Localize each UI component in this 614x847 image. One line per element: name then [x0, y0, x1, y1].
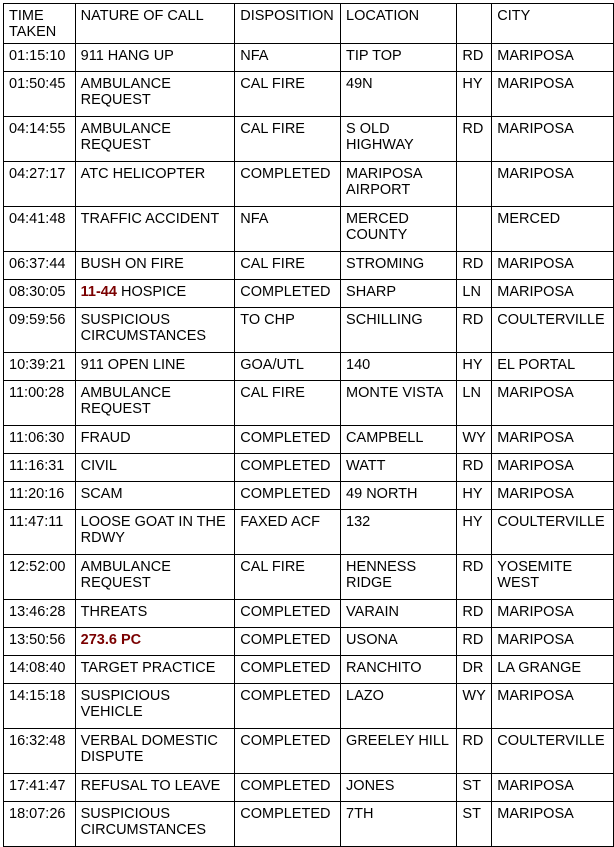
city-cell: MARIPOSA — [492, 117, 614, 162]
nature-text: AMBULANCE REQUEST — [80, 76, 171, 108]
nature-text: TARGET PRACTICE — [80, 660, 216, 676]
time-taken-cell: 11:06:30 — [4, 426, 76, 454]
call-log-table — [3, 3, 614, 847]
location-cell: 140 — [341, 353, 457, 381]
city-cell: MARIPOSA — [492, 72, 614, 117]
table-row — [4, 774, 614, 802]
time-taken-cell: 11:47:11 — [4, 510, 76, 555]
time-taken-cell: 12:52:00 — [4, 555, 76, 600]
city-cell: COULTERVILLE — [492, 510, 614, 555]
city-cell: MARIPOSA — [492, 426, 614, 454]
city-cell: MARIPOSA — [492, 381, 614, 426]
nature-of-call-cell — [75, 381, 235, 426]
location-cell: SCHILLING — [341, 308, 457, 353]
nature-text: AMBULANCE REQUEST — [80, 559, 171, 591]
disposition-cell: COMPLETED — [235, 656, 341, 684]
nature-of-call-cell — [75, 600, 235, 628]
call-log-page — [3, 3, 614, 847]
disposition-cell: CAL FIRE — [235, 555, 341, 600]
table-row — [4, 353, 614, 381]
disposition-cell: COMPLETED — [235, 482, 341, 510]
city-cell: MERCED — [492, 207, 614, 252]
location-cell: WATT — [341, 454, 457, 482]
street-suffix-cell: HY — [457, 353, 492, 381]
table-row — [4, 555, 614, 600]
time-taken-cell: 10:39:21 — [4, 353, 76, 381]
nature-text: AMBULANCE REQUEST — [80, 121, 171, 153]
city-cell: MARIPOSA — [492, 454, 614, 482]
location-cell: RANCHITO — [341, 656, 457, 684]
nature-of-call-cell — [75, 482, 235, 510]
nature-text: TRAFFIC ACCIDENT — [80, 211, 220, 227]
time-taken-cell: 01:15:10 — [4, 44, 76, 72]
table-row — [4, 482, 614, 510]
city-cell: MARIPOSA — [492, 684, 614, 729]
nature-text: SUSPICIOUS VEHICLE — [80, 688, 171, 720]
street-suffix-cell: DR — [457, 656, 492, 684]
time-taken-cell: 01:50:45 — [4, 72, 76, 117]
nature-text: 911 OPEN LINE — [80, 357, 186, 373]
call-log-body — [4, 4, 614, 847]
location-cell: GREELEY HILL — [341, 729, 457, 774]
nature-of-call-cell — [75, 454, 235, 482]
nature-of-call-cell — [75, 510, 235, 555]
nature-of-call-cell — [75, 684, 235, 729]
table-row — [4, 426, 614, 454]
nature-of-call-cell — [75, 426, 235, 454]
nature-text: THREATS — [80, 604, 148, 620]
table-row — [4, 510, 614, 555]
city-cell: YOSEMITE WEST — [492, 555, 614, 600]
time-taken-cell: 11:20:16 — [4, 482, 76, 510]
header-suffix — [457, 4, 492, 44]
location-cell: JONES — [341, 774, 457, 802]
street-suffix-cell: WY — [457, 684, 492, 729]
street-suffix-cell: LN — [457, 280, 492, 308]
table-row — [4, 729, 614, 774]
street-suffix-cell: RD — [457, 555, 492, 600]
nature-of-call-cell — [75, 117, 235, 162]
nature-text: AMBULANCE REQUEST — [80, 385, 171, 417]
street-suffix-cell: RD — [457, 44, 492, 72]
nature-text: LOOSE GOAT IN THE RDWY — [80, 514, 226, 546]
nature-of-call-cell — [75, 555, 235, 600]
call-code: 273.6 PC — [80, 632, 142, 648]
disposition-cell: COMPLETED — [235, 774, 341, 802]
city-cell: EL PORTAL — [492, 353, 614, 381]
location-cell: 7TH — [341, 802, 457, 847]
disposition-cell: CAL FIRE — [235, 381, 341, 426]
table-row — [4, 207, 614, 252]
nature-text: ATC HELICOPTER — [80, 166, 206, 182]
nature-of-call-cell — [75, 656, 235, 684]
nature-of-call-cell — [75, 280, 235, 308]
header-location: LOCATION — [341, 4, 457, 44]
city-cell: MARIPOSA — [492, 252, 614, 280]
table-row — [4, 117, 614, 162]
time-taken-cell: 04:14:55 — [4, 117, 76, 162]
city-cell: MARIPOSA — [492, 774, 614, 802]
disposition-cell: CAL FIRE — [235, 72, 341, 117]
disposition-cell: COMPLETED — [235, 280, 341, 308]
disposition-cell: COMPLETED — [235, 802, 341, 847]
street-suffix-cell: RD — [457, 628, 492, 656]
disposition-cell: COMPLETED — [235, 454, 341, 482]
location-cell: 132 — [341, 510, 457, 555]
nature-text: BUSH ON FIRE — [80, 256, 184, 272]
location-cell: MERCED COUNTY — [341, 207, 457, 252]
nature-text: 911 HANG UP — [80, 48, 174, 64]
city-cell: MARIPOSA — [492, 44, 614, 72]
time-taken-cell: 14:15:18 — [4, 684, 76, 729]
location-cell: 49 NORTH — [341, 482, 457, 510]
city-cell: MARIPOSA — [492, 280, 614, 308]
nature-of-call-cell — [75, 162, 235, 207]
disposition-cell: TO CHP — [235, 308, 341, 353]
street-suffix-cell: RD — [457, 117, 492, 162]
table-row — [4, 656, 614, 684]
location-cell: TIP TOP — [341, 44, 457, 72]
street-suffix-cell: RD — [457, 600, 492, 628]
table-row — [4, 44, 614, 72]
street-suffix-cell: RD — [457, 454, 492, 482]
city-cell: MARIPOSA — [492, 162, 614, 207]
nature-text: SCAM — [80, 486, 123, 502]
nature-of-call-cell — [75, 729, 235, 774]
time-taken-cell: 09:59:56 — [4, 308, 76, 353]
nature-of-call-cell — [75, 72, 235, 117]
time-taken-cell: 13:46:28 — [4, 600, 76, 628]
header-city: CITY — [492, 4, 614, 44]
disposition-cell: COMPLETED — [235, 426, 341, 454]
street-suffix-cell: HY — [457, 72, 492, 117]
time-taken-cell: 16:32:48 — [4, 729, 76, 774]
time-taken-cell: 17:41:47 — [4, 774, 76, 802]
city-cell: MARIPOSA — [492, 482, 614, 510]
location-cell: STROMING — [341, 252, 457, 280]
nature-text: SUSPICIOUS CIRCUMSTANCES — [80, 806, 207, 838]
table-row — [4, 308, 614, 353]
location-cell: SHARP — [341, 280, 457, 308]
street-suffix-cell: HY — [457, 510, 492, 555]
disposition-cell: CAL FIRE — [235, 117, 341, 162]
location-cell: USONA — [341, 628, 457, 656]
street-suffix-cell: HY — [457, 482, 492, 510]
disposition-cell: COMPLETED — [235, 600, 341, 628]
nature-of-call-cell — [75, 628, 235, 656]
nature-text: SUSPICIOUS CIRCUMSTANCES — [80, 312, 207, 344]
street-suffix-cell: WY — [457, 426, 492, 454]
city-cell: MARIPOSA — [492, 802, 614, 847]
nature-of-call-cell — [75, 802, 235, 847]
disposition-cell: FAXED ACF — [235, 510, 341, 555]
nature-of-call-cell — [75, 44, 235, 72]
nature-of-call-cell — [75, 252, 235, 280]
nature-text: CIVIL — [80, 458, 117, 474]
street-suffix-cell — [457, 207, 492, 252]
header-disposition: DISPOSITION — [235, 4, 341, 44]
street-suffix-cell: LN — [457, 381, 492, 426]
table-row — [4, 454, 614, 482]
time-taken-cell: 14:08:40 — [4, 656, 76, 684]
header-time-taken: TIME TAKEN — [4, 4, 76, 44]
nature-text: FRAUD — [80, 430, 131, 446]
table-row — [4, 381, 614, 426]
location-cell: HENNESS RIDGE — [341, 555, 457, 600]
disposition-cell: GOA/UTL — [235, 353, 341, 381]
table-row — [4, 280, 614, 308]
time-taken-cell: 13:50:56 — [4, 628, 76, 656]
city-cell: MARIPOSA — [492, 600, 614, 628]
time-taken-cell: 04:27:17 — [4, 162, 76, 207]
city-cell: LA GRANGE — [492, 656, 614, 684]
nature-of-call-cell — [75, 207, 235, 252]
location-cell: CAMPBELL — [341, 426, 457, 454]
location-cell: MONTE VISTA — [341, 381, 457, 426]
location-cell: MARIPOSA AIRPORT — [341, 162, 457, 207]
time-taken-cell: 06:37:44 — [4, 252, 76, 280]
nature-of-call-cell — [75, 308, 235, 353]
header-row — [4, 4, 614, 44]
street-suffix-cell: RD — [457, 252, 492, 280]
table-row — [4, 802, 614, 847]
disposition-cell: COMPLETED — [235, 684, 341, 729]
nature-of-call-cell — [75, 353, 235, 381]
city-cell: COULTERVILLE — [492, 308, 614, 353]
call-code: 11-44 — [80, 284, 117, 300]
time-taken-cell: 11:16:31 — [4, 454, 76, 482]
time-taken-cell: 08:30:05 — [4, 280, 76, 308]
nature-text: REFUSAL TO LEAVE — [80, 778, 221, 794]
location-cell: 49N — [341, 72, 457, 117]
disposition-cell: COMPLETED — [235, 162, 341, 207]
disposition-cell: CAL FIRE — [235, 252, 341, 280]
time-taken-cell: 18:07:26 — [4, 802, 76, 847]
table-row — [4, 162, 614, 207]
header-nature-of-call: NATURE OF CALL — [75, 4, 235, 44]
location-cell: VARAIN — [341, 600, 457, 628]
nature-text: VERBAL DOMESTIC DISPUTE — [80, 733, 218, 765]
nature-of-call-cell — [75, 774, 235, 802]
location-cell: S OLD HIGHWAY — [341, 117, 457, 162]
table-row — [4, 252, 614, 280]
table-row — [4, 628, 614, 656]
disposition-cell: NFA — [235, 44, 341, 72]
table-row — [4, 72, 614, 117]
table-row — [4, 684, 614, 729]
disposition-cell: COMPLETED — [235, 729, 341, 774]
time-taken-cell: 04:41:48 — [4, 207, 76, 252]
location-cell: LAZO — [341, 684, 457, 729]
city-cell: MARIPOSA — [492, 628, 614, 656]
street-suffix-cell: ST — [457, 774, 492, 802]
street-suffix-cell: RD — [457, 308, 492, 353]
time-taken-cell: 11:00:28 — [4, 381, 76, 426]
table-row — [4, 600, 614, 628]
disposition-cell: COMPLETED — [235, 628, 341, 656]
disposition-cell: NFA — [235, 207, 341, 252]
city-cell: COULTERVILLE — [492, 729, 614, 774]
street-suffix-cell: RD — [457, 729, 492, 774]
nature-text: HOSPICE — [116, 284, 187, 300]
street-suffix-cell: ST — [457, 802, 492, 847]
street-suffix-cell — [457, 162, 492, 207]
